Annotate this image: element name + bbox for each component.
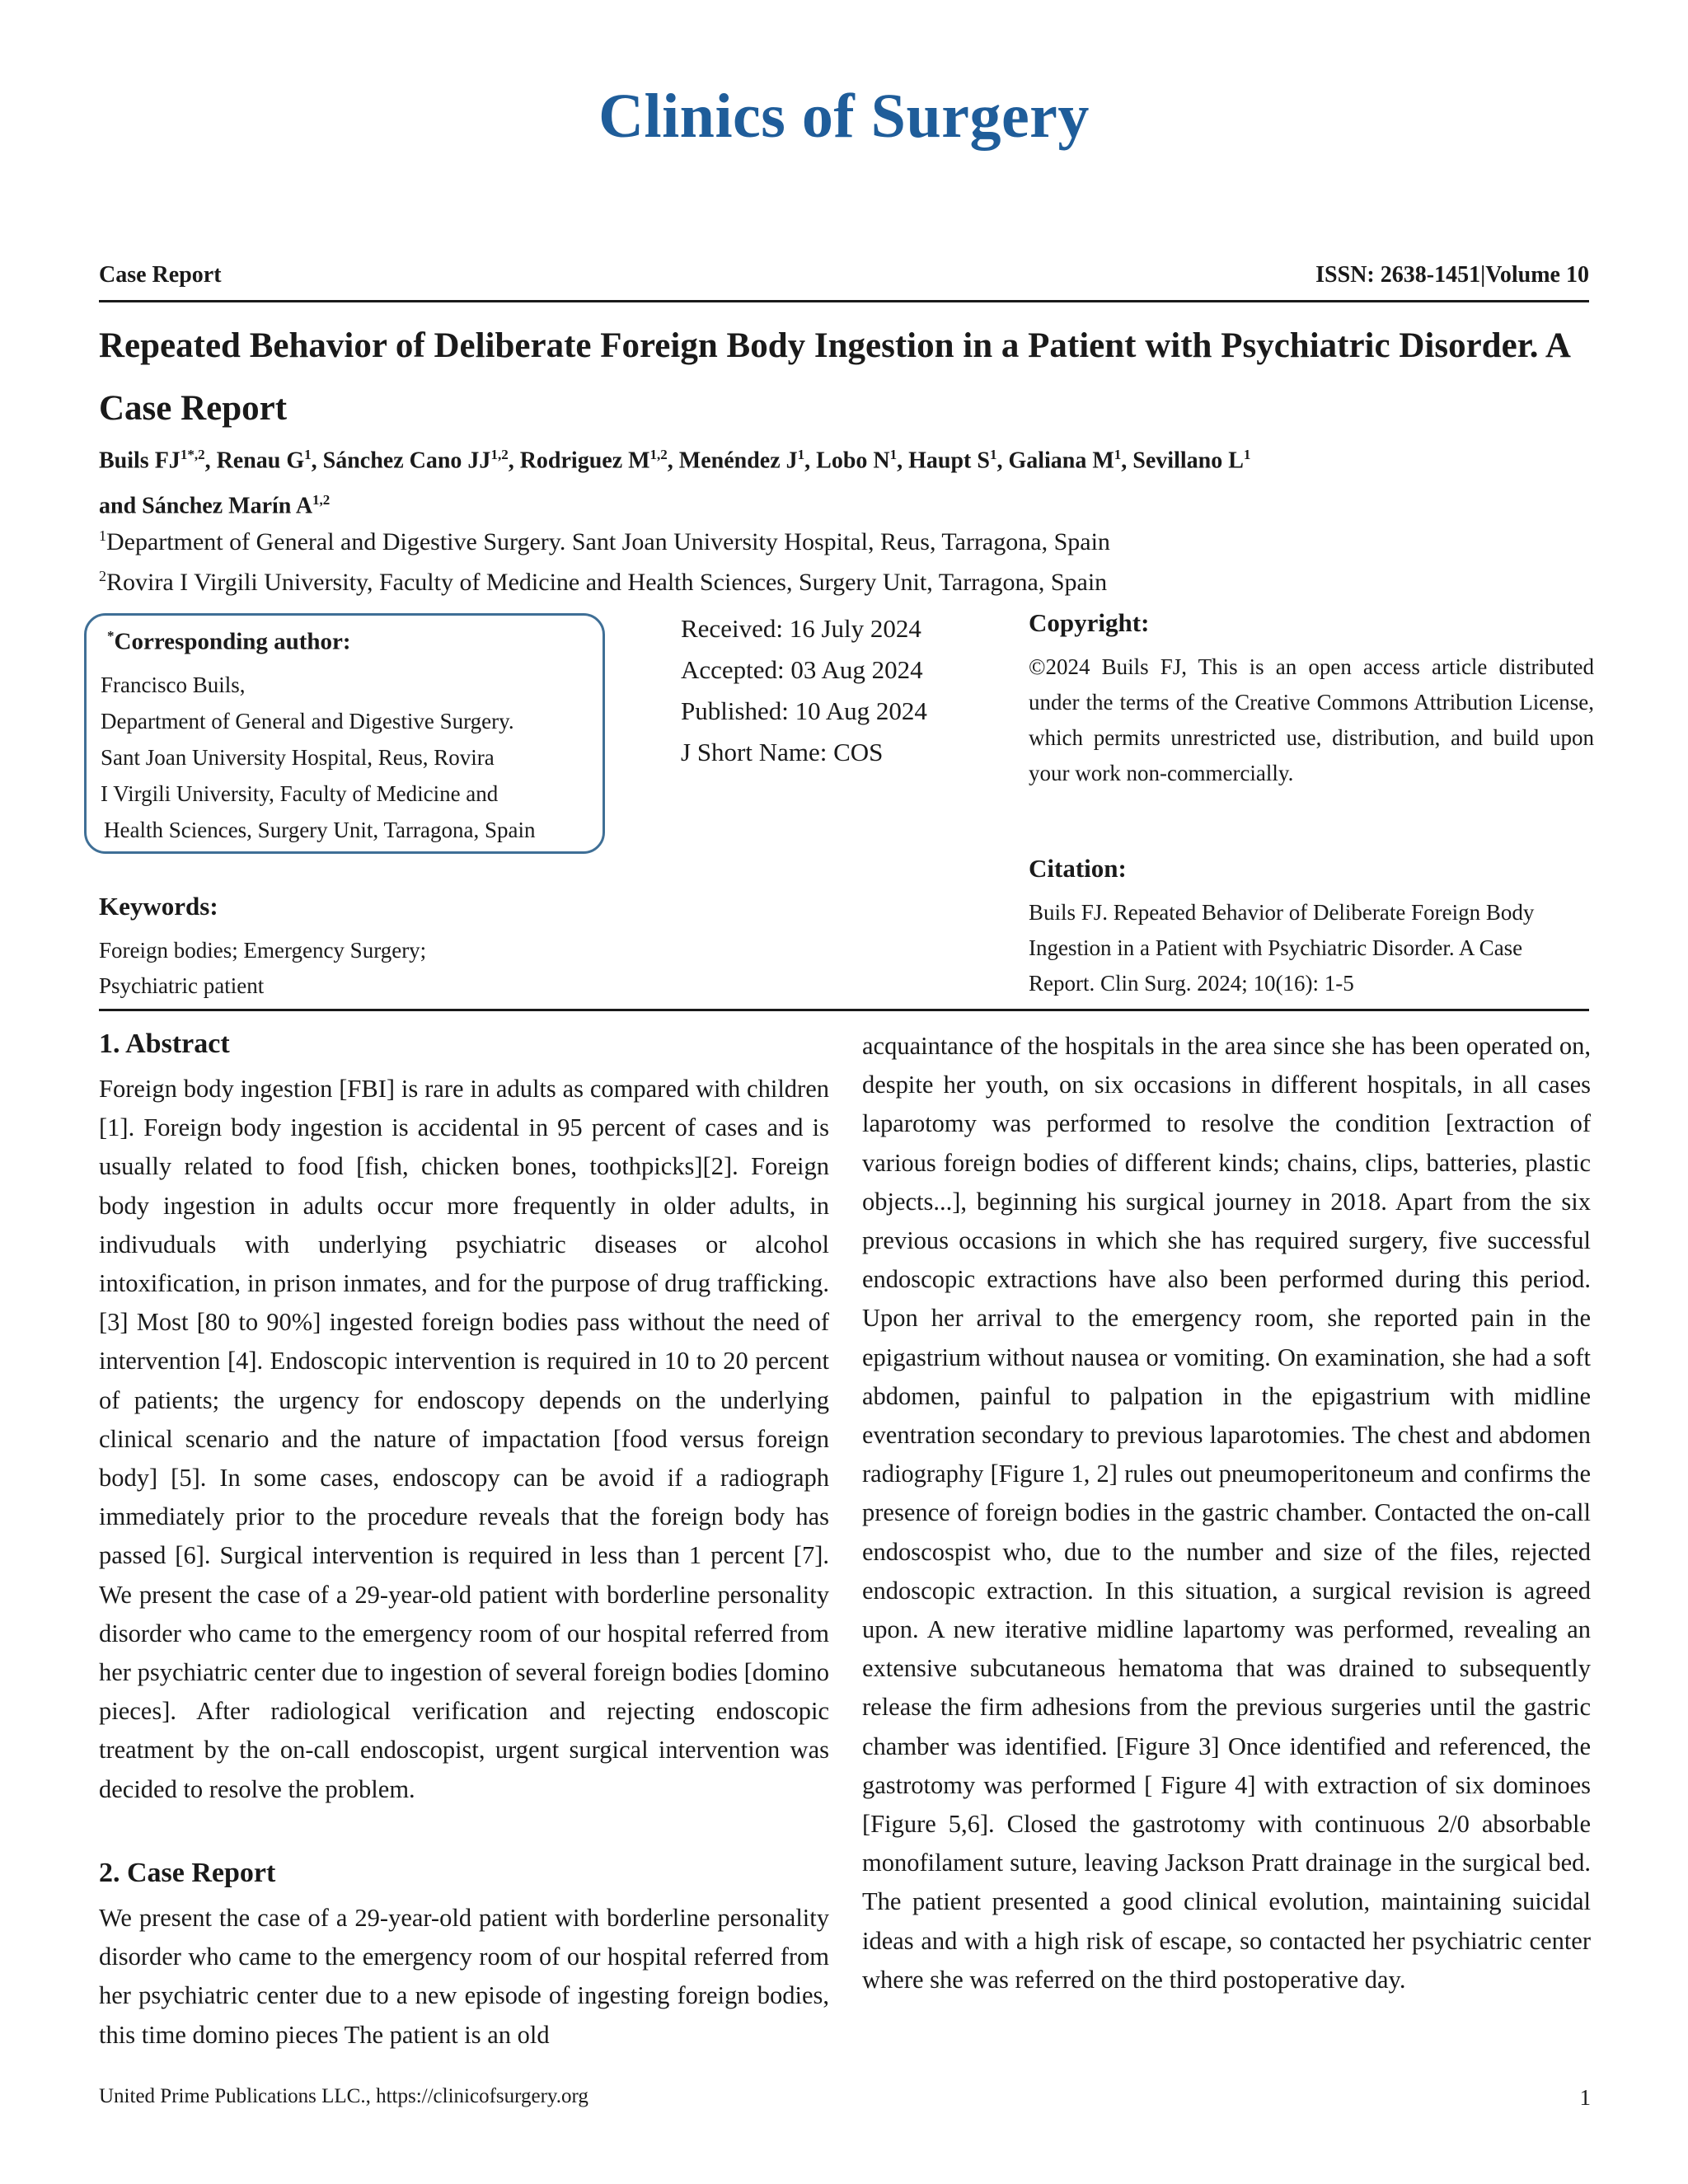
footer-publisher: United Prime Publications LLC., https://clinicofsurgery.org	[99, 2085, 588, 2107]
author: Galiana M	[1008, 448, 1114, 474]
author: Sánchez Marín A	[142, 493, 313, 519]
copyright-heading: Copyright:	[1029, 608, 1150, 637]
affiliation-1: $^1$Department of General and Digestive Surgery. Sant Joan University Hospital, Reus, Tarragona, Spain	[99, 527, 1110, 555]
article-header	[99, 262, 1589, 297]
publication-dates	[681, 608, 927, 773]
header-divider	[99, 300, 1589, 302]
abstract-heading: 1. Abstract	[99, 1029, 230, 1059]
author: Sevillano L	[1132, 448, 1244, 474]
corresponding-author-line: Department of General and Digestive Surgery.	[101, 709, 514, 733]
author: Haupt S	[908, 448, 990, 474]
copyright-text: ©2024 Buils FJ, This is an open access article distributed under the terms of the Creative Commons Attribution License, which permits unrestricted use, distribution, and build upon your work non-commercially.	[1029, 654, 1594, 785]
published-date: Published: 10 Aug 2024	[681, 696, 927, 725]
corresponding-author-line: Health Sciences, Surgery Unit, Tarragona, Spain	[104, 818, 536, 842]
corresponding-author-line: I Virgili University, Faculty of Medicine and	[101, 781, 499, 806]
author: Buils FJ	[99, 448, 181, 474]
affiliation-2: $^2$Rovira I Virgili University, Faculty of Medicine and Health Sciences, Surgery Unit, Tarragona, Spain	[99, 568, 1108, 596]
case-report-heading: 2. Case Report	[99, 1858, 276, 1888]
received-date: Received: 16 July 2024	[681, 614, 921, 643]
case-report-text-left: We present the case of a 29-year-old patient with borderline personality disorder who came to the emergency room of our hospital referred from her psychiatric center due to a new episode of ingesting foreign bodies, this time domino pieces The patient is an old	[99, 1904, 829, 2049]
case-report-text-right: acquaintance of the hospitals in the area since she has been operated on, despite her youth, on six occasions in different hospitals, in all cases laparotomy was performed to resolve the condition [extraction of various foreign bodies of different kinds; chains, clips, batteries, plastic objects...], beginning his surgical journey in 2018. Apart from the six previous occasions in which she has required surgery, five successful endoscopic extractions have also been performed during this period. Upon her arrival to the emergency room, she reported pain in the epigastrium without nausea or vomiting. On examination, she had a soft abdomen, painful to palpation in the epigastrium with midline eventration secondary to previous laparotomies. The chest and abdomen radiography [Figure 1, 2] rules out pneumoperitoneum and confirms the presence of foreign bodies in the gastric chamber. Contacted the on-call endoscospist who, due to the number and size of the files, rejected endoscopic extraction. In this situation, a surgical revision is agreed upon. A new iterative midline lapartomy was performed, revealing an extensive subcutaneous hematoma that was drained to subsequently release the firm adhesions from the previous surgeries until the gastric chamber was identified. [Figure 3] Once identified and referenced, the gastrotomy was performed [ Figure 4] with extraction of six dominoes [Figure 5,6]. Closed the gastrotomy with continuous 2/0 absorbable monofilament suture, leaving Jackson Pratt drainage in the surgical bed. The patient presented a good clinical evolution, maintaining suicidal ideas and with a high risk of escape, so contacted her psychiatric center where she was referred on the third postoperative day.	[862, 1032, 1591, 1994]
article-title: Repeated Behavior of Deliberate Foreign Body Ingestion in a Patient with Psychiatric Disorder. A Case Report	[99, 326, 1569, 428]
citation-text: Buils FJ. Repeated Behavior of Deliberate Foreign Body Ingestion in a Patient with Psychiatric Disorder. A Case Report. Clin Surg. 2024; 10(16): 1-5	[1029, 900, 1535, 996]
abstract-text: Foreign body ingestion [FBI] is rare in adults as compared with children [1]. Foreign body ingestion is accidental in 95 percent of cases and is usually related to food [fish, chicken bones, toothpicks][2]. Foreign body ingestion in adults occur more frequently in older adults, in indivuduals with underlying psychiatric diseases or alcohol intoxification, in prison inmates, and for the purpose of drug trafficking.[3] Most [80 to 90%] ingested foreign bodies pass without the need of intervention [4]. Endoscopic intervention is required in 10 to 20 percent of patients; the urgency for endoscopy depends on the underlying clinical scenario and the nature of impactation [food versus foreign body] [5]. In some cases, endoscopy can be avoid if a radiograph immediately prior to the procedure reveals that the foreign body has passed [6]. Surgical intervention is required in less than 1 percent [7]. We present the case of a 29-year-old patient with borderline personality disorder who came to the emergency room of our hospital referred from her psychiatric center due to ingestion of several foreign bodies [domino pieces]. After radiological verification and rejecting endoscopic treatment by the on-call endoscopist, urgent surgical intervention was decided to resolve the problem.	[99, 1075, 829, 1803]
citation-heading: Citation:	[1029, 854, 1127, 883]
author-line-1: Buils $FJ^{1*,2}$, Renau $G^1$, Sánchez Cano JJ$^{1,2}$, Rodriguez M$^{1,2}$, Menéndez $J^1$, Lobo $N^1$, Haupt $S^1$, Galiana $M^1$, Sevillano $L^1$	[99, 447, 1251, 474]
accepted-date: Accepted: 03 Aug 2024	[681, 655, 923, 684]
journal-title: Clinics of Surgery	[598, 82, 1090, 151]
corresponding-author-line: Francisco Buils,	[101, 673, 246, 697]
metadata-divider	[99, 1009, 1589, 1011]
keywords-text: Foreign bodies; Emergency Surgery; Psychiatric patient	[99, 938, 427, 998]
author-list	[99, 435, 1582, 527]
author-line-2: and Sánchez Marín A$^{1,2}$	[99, 492, 331, 519]
article-type: Case Report	[99, 262, 222, 288]
journal-short-name: J Short Name: COS	[681, 738, 884, 766]
author: Menéndez J	[678, 448, 798, 474]
corresponding-author-line: Sant Joan University Hospital, Reus, Rovira	[101, 745, 495, 770]
author: Renau G	[216, 448, 305, 474]
issn-volume: ISSN: 2638-1451|Volume 10	[1315, 262, 1589, 288]
page-number: 1	[1579, 2085, 1591, 2110]
corresponding-author-heading: *Corresponding author:	[107, 628, 351, 655]
author: Rodriguez M	[519, 448, 650, 474]
author: Sánchez Cano JJ	[322, 448, 491, 474]
keywords-heading: Keywords:	[99, 892, 218, 921]
author: Lobo N	[816, 448, 890, 474]
